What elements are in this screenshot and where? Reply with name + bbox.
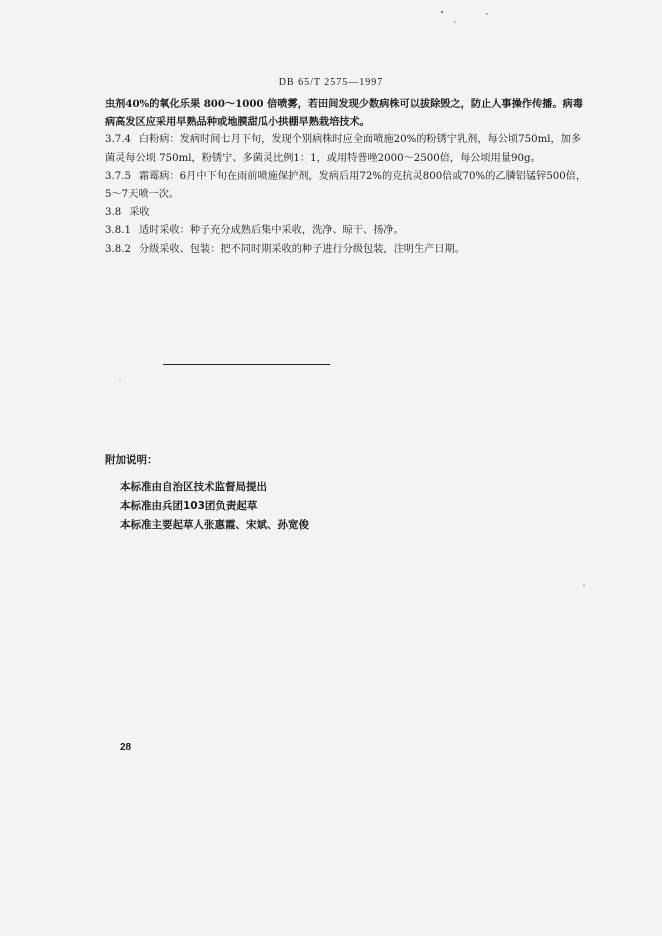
note-line: 本标准由自治区技术监督局提出 xyxy=(120,481,267,493)
note-line: 本标准由兵团103团负责起草 xyxy=(120,500,258,512)
clause-number: 3.8 xyxy=(105,207,122,219)
notes-title: 附加说明： xyxy=(105,454,158,466)
clause-number: 3.8.1 xyxy=(105,225,131,237)
clause-text: 采收 xyxy=(129,207,150,219)
clause-text: 适时采收：种子充分成熟后集中采收，洗净、晾干、扬净。 xyxy=(138,225,404,237)
standard-code: DB 65/T 2575—1997 xyxy=(278,77,384,88)
clause-number: 3.8.2 xyxy=(105,243,131,255)
clause-text: 霜霉病：6月中下旬在雨前喷施保护剂，发病后用72%的克抗灵800倍或70%的乙膦铝锰锌500倍，5～7天喷一次。 xyxy=(105,170,587,201)
paragraph-text: 虫剂40%的氧化乐果 800～1000 倍喷雾，若田间发现少数病株可以拔除毁之，防止人事操作传播。病毒病高发区应采用早熟品种或地膜甜瓜小拱棚早熟栽培技术。 xyxy=(105,98,583,129)
clause-text: 白粉病：发病时间七月下旬，发现个别病株时应全面喷施20%的粉锈宁乳剂，每公顷750ml，加多菌灵每公顷 750ml，粉锈宁、多菌灵比例1：1，或用特普唑2000～2500倍，每公顷用量90g。 xyxy=(105,134,582,164)
note-line: 本标准主要起草人张惠霞、宋斌、孙宽俊 xyxy=(120,519,309,531)
clause-text: 分级采收、包装：把不同时期采收的种子进行分级包装，注明生产日期。 xyxy=(138,243,465,255)
clause-number: 3.7.4 xyxy=(105,134,131,146)
page-number: 28 xyxy=(120,742,132,753)
clause-number: 3.7.5 xyxy=(105,170,131,182)
